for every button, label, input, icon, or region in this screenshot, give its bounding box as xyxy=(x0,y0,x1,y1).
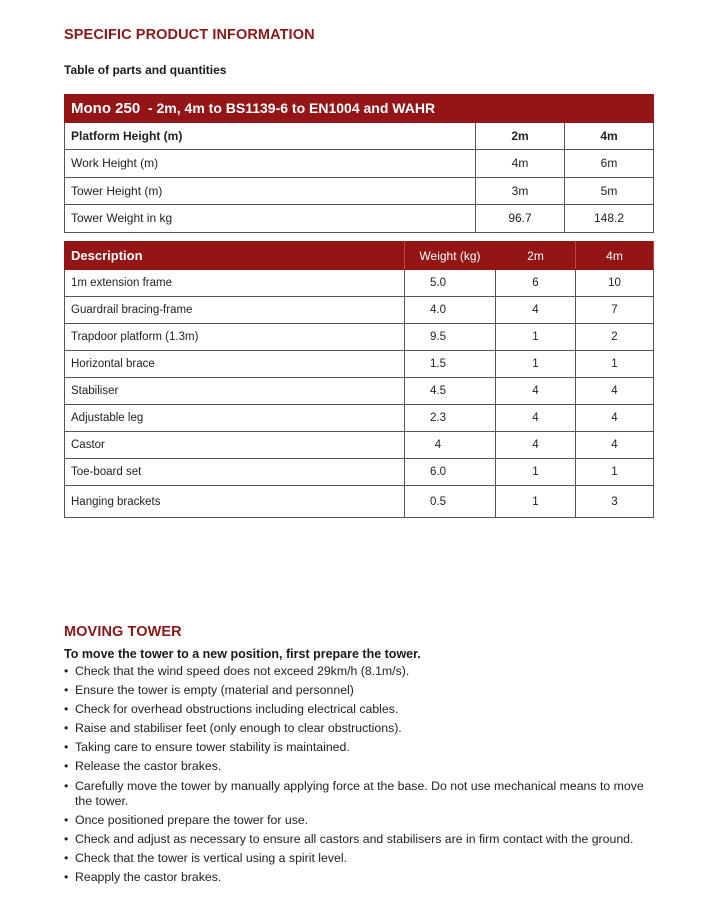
parts-header-description: Description xyxy=(65,242,405,270)
part-description: 1m extension frame xyxy=(65,270,405,297)
part-qty-2m: 1 xyxy=(496,486,576,518)
spec-cell: 5m xyxy=(565,177,654,205)
spec-table-title-row xyxy=(65,95,654,123)
list-item: • Taking care to ensure tower stability is maintained. xyxy=(64,740,664,756)
moving-tower-intro: To move the tower to a new position, first prepare the tower. xyxy=(64,647,421,661)
parts-header-4m: 4m xyxy=(576,242,654,270)
part-qty-4m: 3 xyxy=(576,486,654,518)
list-item: • Check that the wind speed does not exceed 29km/h (8.1m/s). xyxy=(64,664,664,680)
list-item: • Ensure the tower is empty (material and personnel) xyxy=(64,683,664,699)
moving-tower-title: MOVING TOWER xyxy=(64,624,182,640)
part-qty-4m: 1 xyxy=(576,351,654,378)
part-qty-4m: 2 xyxy=(576,324,654,351)
parts-table xyxy=(64,241,654,518)
part-description: Horizontal brace xyxy=(65,351,405,378)
parts-row xyxy=(65,486,654,518)
list-item: • Check and adjust as necessary to ensure all castors and stabilisers are in firm contact with the ground. xyxy=(64,832,664,848)
spec-cell: 6m xyxy=(565,150,654,178)
parts-row xyxy=(65,351,654,378)
part-weight: 6.0 xyxy=(405,459,496,486)
part-qty-2m: 1 xyxy=(496,459,576,486)
spec-cell: Work Height (m) xyxy=(65,150,476,178)
part-qty-4m: 1 xyxy=(576,459,654,486)
spec-header-cell: 4m xyxy=(565,123,654,150)
parts-row xyxy=(65,405,654,432)
part-description: Stabiliser xyxy=(65,378,405,405)
part-weight: 4 xyxy=(405,432,496,459)
parts-row xyxy=(65,324,654,351)
part-weight: 1.5 xyxy=(405,351,496,378)
part-weight: 0.5 xyxy=(405,486,496,518)
part-weight: 2.3 xyxy=(405,405,496,432)
part-qty-2m: 1 xyxy=(496,324,576,351)
part-qty-4m: 4 xyxy=(576,378,654,405)
list-item: • Raise and stabiliser feet (only enough to clear obstructions). xyxy=(64,721,664,737)
spec-table-title-standards: - 2m, 4m to BS1139-6 to EN1004 and WAHR xyxy=(140,100,436,116)
parts-row xyxy=(65,270,654,297)
spec-table-header xyxy=(65,123,654,150)
part-qty-4m: 10 xyxy=(576,270,654,297)
section-title: SPECIFIC PRODUCT INFORMATION xyxy=(64,27,315,43)
parts-row xyxy=(65,297,654,324)
spec-cell: 3m xyxy=(476,177,565,205)
part-qty-4m: 4 xyxy=(576,405,654,432)
parts-row xyxy=(65,378,654,405)
spec-header-cell: 2m xyxy=(476,123,565,150)
list-item: • Carefully move the tower by manually applying force at the base. Do not use mechanical means to move the tower. xyxy=(64,779,664,810)
part-description: Toe-board set xyxy=(65,459,405,486)
moving-tower-steps xyxy=(64,664,664,886)
moving-tower-section xyxy=(64,624,664,890)
spec-row xyxy=(65,205,654,233)
part-qty-2m: 1 xyxy=(496,351,576,378)
spec-cell: Tower Height (m) xyxy=(65,177,476,205)
spec-table-title xyxy=(65,95,654,123)
part-description: Castor xyxy=(65,432,405,459)
spec-cell: 4m xyxy=(476,150,565,178)
part-description: Guardrail bracing-frame xyxy=(65,297,405,324)
parts-header-2m: 2m xyxy=(496,242,576,270)
parts-row xyxy=(65,432,654,459)
part-qty-2m: 6 xyxy=(496,270,576,297)
spec-cell: 148.2 xyxy=(565,205,654,233)
list-item: • Once positioned prepare the tower for use. xyxy=(64,813,664,829)
part-qty-2m: 4 xyxy=(496,378,576,405)
spec-cell: 96.7 xyxy=(476,205,565,233)
table-subtitle: Table of parts and quantities xyxy=(64,63,227,77)
parts-header-weight: Weight (kg) xyxy=(405,242,496,270)
part-qty-2m: 4 xyxy=(496,405,576,432)
list-item: • Check for overhead obstructions including electrical cables. xyxy=(64,702,664,718)
parts-table-header xyxy=(65,242,654,270)
spec-row xyxy=(65,150,654,178)
part-qty-2m: 4 xyxy=(496,297,576,324)
part-weight: 4.5 xyxy=(405,378,496,405)
spec-header-cell: Platform Height (m) xyxy=(65,123,476,150)
part-description: Adjustable leg xyxy=(65,405,405,432)
spec-table-title-model: Mono 250 xyxy=(71,100,141,117)
spec-table xyxy=(64,94,654,233)
part-weight: 9.5 xyxy=(405,324,496,351)
part-qty-2m: 4 xyxy=(496,432,576,459)
list-item: • Reapply the castor brakes. xyxy=(64,870,664,886)
part-description: Hanging brackets xyxy=(65,486,405,518)
parts-row xyxy=(65,459,654,486)
list-item: • Check that the tower is vertical using a spirit level. xyxy=(64,851,664,867)
spec-cell: Tower Weight in kg xyxy=(65,205,476,233)
part-weight: 4.0 xyxy=(405,297,496,324)
part-qty-4m: 7 xyxy=(576,297,654,324)
list-item: • Release the castor brakes. xyxy=(64,759,664,775)
part-description: Trapdoor platform (1.3m) xyxy=(65,324,405,351)
part-weight: 5.0 xyxy=(405,270,496,297)
spec-row xyxy=(65,177,654,205)
part-qty-4m: 4 xyxy=(576,432,654,459)
